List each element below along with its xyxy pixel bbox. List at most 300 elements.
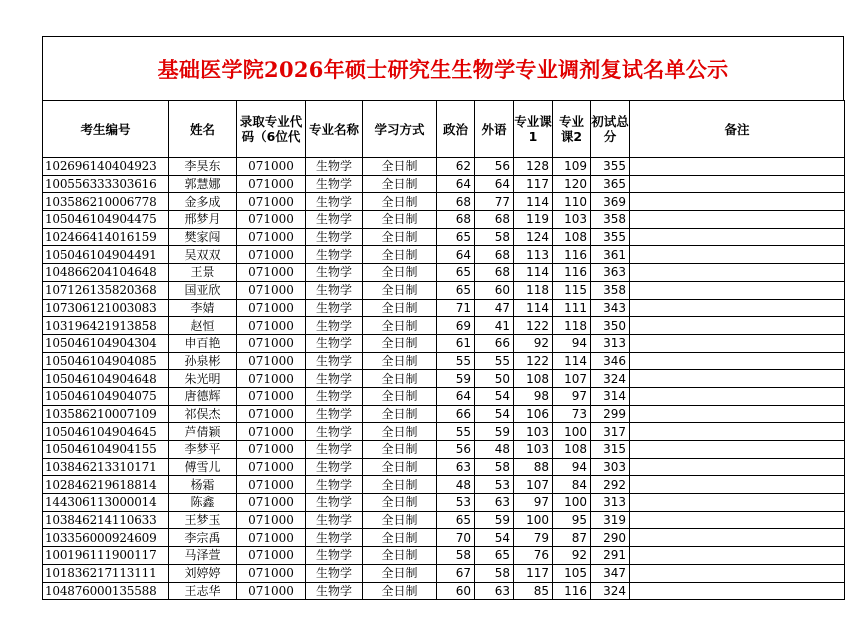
cell-politics: 59 (437, 370, 475, 388)
cell-foreign-language: 54 (475, 405, 514, 423)
cell-course-2: 109 (553, 158, 591, 176)
cell-major-code: 071000 (237, 370, 306, 388)
table-row (43, 476, 845, 494)
table-row (43, 529, 845, 547)
cell-remarks (630, 334, 845, 352)
table-row (43, 387, 845, 405)
cell-foreign-language: 68 (475, 264, 514, 282)
cell-foreign-language: 54 (475, 387, 514, 405)
cell-foreign-language: 41 (475, 317, 514, 335)
cell-politics: 65 (437, 281, 475, 299)
cell-foreign-language: 68 (475, 211, 514, 229)
cell-major-code: 071000 (237, 334, 306, 352)
table-row (43, 228, 845, 246)
cell-politics: 56 (437, 441, 475, 459)
cell-total: 369 (591, 193, 630, 211)
cell-exam-id: 105046104904491 (43, 246, 169, 264)
header-course-2: 专业课2 (553, 101, 591, 158)
cell-study-mode: 全日制 (363, 547, 437, 565)
table-row (43, 423, 845, 441)
cell-study-mode: 全日制 (363, 228, 437, 246)
cell-name: 樊家闯 (169, 228, 237, 246)
cell-study-mode: 全日制 (363, 175, 437, 193)
cell-course-2: 73 (553, 405, 591, 423)
cell-name: 赵恒 (169, 317, 237, 335)
cell-major-name: 生物学 (306, 334, 363, 352)
cell-major-code: 071000 (237, 494, 306, 512)
cell-exam-id: 104876000135588 (43, 582, 169, 600)
cell-politics: 48 (437, 476, 475, 494)
cell-name: 马泽萱 (169, 547, 237, 565)
cell-foreign-language: 63 (475, 582, 514, 600)
cell-name: 吴双双 (169, 246, 237, 264)
cell-total: 346 (591, 352, 630, 370)
cell-course-2: 84 (553, 476, 591, 494)
cell-study-mode: 全日制 (363, 564, 437, 582)
cell-remarks (630, 193, 845, 211)
cell-course-1: 108 (514, 370, 553, 388)
page-title: 基础医学院2026年硕士研究生生物学专业调剂复试名单公示 (157, 56, 729, 82)
cell-name: 申百艳 (169, 334, 237, 352)
cell-name: 祁俣杰 (169, 405, 237, 423)
header-major-name: 专业名称 (306, 101, 363, 158)
cell-politics: 61 (437, 334, 475, 352)
cell-name: 王志华 (169, 582, 237, 600)
table-row (43, 281, 845, 299)
cell-foreign-language: 60 (475, 281, 514, 299)
cell-course-1: 103 (514, 441, 553, 459)
cell-exam-id: 104866204104648 (43, 264, 169, 282)
cell-course-1: 118 (514, 281, 553, 299)
cell-major-name: 生物学 (306, 458, 363, 476)
cell-politics: 65 (437, 264, 475, 282)
cell-study-mode: 全日制 (363, 211, 437, 229)
cell-total: 343 (591, 299, 630, 317)
table-row (43, 158, 845, 176)
cell-politics: 68 (437, 211, 475, 229)
cell-politics: 67 (437, 564, 475, 582)
cell-study-mode: 全日制 (363, 193, 437, 211)
cell-study-mode: 全日制 (363, 405, 437, 423)
cell-exam-id: 103586210006778 (43, 193, 169, 211)
table-row (43, 511, 845, 529)
cell-exam-id: 107306121003083 (43, 299, 169, 317)
cell-major-name: 生物学 (306, 264, 363, 282)
table-row (43, 564, 845, 582)
cell-exam-id: 105046104904085 (43, 352, 169, 370)
cell-course-1: 122 (514, 352, 553, 370)
cell-course-2: 108 (553, 441, 591, 459)
cell-exam-id: 105046104904155 (43, 441, 169, 459)
cell-politics: 62 (437, 158, 475, 176)
cell-study-mode: 全日制 (363, 387, 437, 405)
cell-exam-id: 103846214110633 (43, 511, 169, 529)
cell-major-name: 生物学 (306, 547, 363, 565)
cell-course-2: 120 (553, 175, 591, 193)
header-study-mode: 学习方式 (363, 101, 437, 158)
cell-total: 292 (591, 476, 630, 494)
cell-major-code: 071000 (237, 423, 306, 441)
table-row (43, 494, 845, 512)
cell-course-1: 124 (514, 228, 553, 246)
cell-major-code: 071000 (237, 405, 306, 423)
cell-course-1: 103 (514, 423, 553, 441)
cell-remarks (630, 158, 845, 176)
cell-major-name: 生物学 (306, 211, 363, 229)
cell-total: 365 (591, 175, 630, 193)
cell-name: 王梦玉 (169, 511, 237, 529)
cell-exam-id: 105046104904304 (43, 334, 169, 352)
cell-major-code: 071000 (237, 228, 306, 246)
cell-name: 刘婷婷 (169, 564, 237, 582)
cell-study-mode: 全日制 (363, 476, 437, 494)
candidate-table (42, 100, 845, 600)
cell-politics: 53 (437, 494, 475, 512)
table-row (43, 246, 845, 264)
cell-major-name: 生物学 (306, 317, 363, 335)
cell-course-2: 107 (553, 370, 591, 388)
cell-course-1: 117 (514, 564, 553, 582)
cell-foreign-language: 53 (475, 476, 514, 494)
cell-study-mode: 全日制 (363, 334, 437, 352)
cell-remarks (630, 547, 845, 565)
cell-major-code: 071000 (237, 211, 306, 229)
cell-foreign-language: 56 (475, 158, 514, 176)
cell-study-mode: 全日制 (363, 441, 437, 459)
cell-major-name: 生物学 (306, 387, 363, 405)
cell-course-2: 95 (553, 511, 591, 529)
cell-politics: 68 (437, 193, 475, 211)
cell-study-mode: 全日制 (363, 511, 437, 529)
cell-name: 傅雪儿 (169, 458, 237, 476)
cell-remarks (630, 441, 845, 459)
cell-course-2: 87 (553, 529, 591, 547)
cell-major-name: 生物学 (306, 476, 363, 494)
cell-name: 杨霜 (169, 476, 237, 494)
header-foreign-language: 外语 (475, 101, 514, 158)
cell-major-code: 071000 (237, 511, 306, 529)
cell-major-code: 071000 (237, 317, 306, 335)
cell-total: 315 (591, 441, 630, 459)
cell-major-name: 生物学 (306, 564, 363, 582)
header-name: 姓名 (169, 101, 237, 158)
cell-remarks (630, 529, 845, 547)
cell-study-mode: 全日制 (363, 317, 437, 335)
table-row (43, 211, 845, 229)
cell-major-code: 071000 (237, 175, 306, 193)
cell-course-2: 100 (553, 494, 591, 512)
cell-remarks (630, 281, 845, 299)
cell-exam-id: 105046104904475 (43, 211, 169, 229)
cell-foreign-language: 66 (475, 334, 514, 352)
cell-course-1: 119 (514, 211, 553, 229)
cell-study-mode: 全日制 (363, 281, 437, 299)
cell-total: 355 (591, 158, 630, 176)
cell-remarks (630, 564, 845, 582)
cell-exam-id: 144306113000014 (43, 494, 169, 512)
cell-remarks (630, 387, 845, 405)
cell-major-name: 生物学 (306, 299, 363, 317)
cell-course-1: 117 (514, 175, 553, 193)
cell-remarks (630, 175, 845, 193)
header-row (43, 101, 845, 158)
cell-politics: 70 (437, 529, 475, 547)
cell-remarks (630, 317, 845, 335)
cell-course-1: 100 (514, 511, 553, 529)
cell-major-code: 071000 (237, 281, 306, 299)
cell-major-name: 生物学 (306, 529, 363, 547)
table-row (43, 264, 845, 282)
cell-politics: 65 (437, 511, 475, 529)
cell-politics: 58 (437, 547, 475, 565)
cell-foreign-language: 63 (475, 494, 514, 512)
cell-foreign-language: 50 (475, 370, 514, 388)
cell-major-name: 生物学 (306, 494, 363, 512)
cell-politics: 65 (437, 228, 475, 246)
cell-course-1: 114 (514, 299, 553, 317)
cell-major-name: 生物学 (306, 370, 363, 388)
cell-major-name: 生物学 (306, 193, 363, 211)
cell-name: 王景 (169, 264, 237, 282)
table-row (43, 334, 845, 352)
cell-major-name: 生物学 (306, 158, 363, 176)
cell-major-code: 071000 (237, 158, 306, 176)
cell-exam-id: 102846219618814 (43, 476, 169, 494)
cell-total: 313 (591, 494, 630, 512)
cell-study-mode: 全日制 (363, 494, 437, 512)
cell-course-1: 79 (514, 529, 553, 547)
cell-name: 国亚欣 (169, 281, 237, 299)
cell-exam-id: 107126135820368 (43, 281, 169, 299)
cell-exam-id: 105046104904075 (43, 387, 169, 405)
cell-remarks (630, 423, 845, 441)
table-row (43, 193, 845, 211)
cell-name: 李婧 (169, 299, 237, 317)
cell-foreign-language: 58 (475, 458, 514, 476)
cell-foreign-language: 68 (475, 246, 514, 264)
cell-study-mode: 全日制 (363, 582, 437, 600)
cell-remarks (630, 582, 845, 600)
cell-major-code: 071000 (237, 476, 306, 494)
cell-politics: 64 (437, 246, 475, 264)
cell-course-2: 115 (553, 281, 591, 299)
cell-course-2: 92 (553, 547, 591, 565)
cell-exam-id: 101836217113111 (43, 564, 169, 582)
spreadsheet (42, 36, 844, 600)
cell-foreign-language: 65 (475, 547, 514, 565)
cell-foreign-language: 64 (475, 175, 514, 193)
cell-foreign-language: 77 (475, 193, 514, 211)
cell-course-2: 114 (553, 352, 591, 370)
cell-exam-id: 103846213310171 (43, 458, 169, 476)
cell-course-2: 100 (553, 423, 591, 441)
cell-major-name: 生物学 (306, 511, 363, 529)
table-row (43, 582, 845, 600)
cell-course-2: 103 (553, 211, 591, 229)
cell-study-mode: 全日制 (363, 246, 437, 264)
cell-total: 358 (591, 281, 630, 299)
table-row (43, 299, 845, 317)
cell-total: 303 (591, 458, 630, 476)
cell-total: 313 (591, 334, 630, 352)
cell-course-2: 110 (553, 193, 591, 211)
cell-major-name: 生物学 (306, 582, 363, 600)
cell-course-2: 97 (553, 387, 591, 405)
cell-remarks (630, 511, 845, 529)
cell-major-name: 生物学 (306, 441, 363, 459)
cell-total: 347 (591, 564, 630, 582)
cell-major-name: 生物学 (306, 423, 363, 441)
cell-exam-id: 103196421913858 (43, 317, 169, 335)
cell-total: 361 (591, 246, 630, 264)
header-major-code: 录取专业代码（6位代 (237, 101, 306, 158)
cell-course-1: 76 (514, 547, 553, 565)
table-row (43, 547, 845, 565)
cell-total: 324 (591, 370, 630, 388)
cell-course-1: 107 (514, 476, 553, 494)
cell-exam-id: 103586210007109 (43, 405, 169, 423)
cell-politics: 60 (437, 582, 475, 600)
cell-total: 291 (591, 547, 630, 565)
cell-politics: 64 (437, 175, 475, 193)
cell-course-1: 113 (514, 246, 553, 264)
cell-course-2: 118 (553, 317, 591, 335)
cell-total: 319 (591, 511, 630, 529)
cell-total: 363 (591, 264, 630, 282)
cell-exam-id: 105046104904648 (43, 370, 169, 388)
cell-politics: 55 (437, 423, 475, 441)
cell-course-2: 116 (553, 264, 591, 282)
cell-foreign-language: 59 (475, 423, 514, 441)
cell-course-2: 116 (553, 246, 591, 264)
cell-politics: 66 (437, 405, 475, 423)
cell-total: 317 (591, 423, 630, 441)
cell-major-code: 071000 (237, 582, 306, 600)
cell-remarks (630, 299, 845, 317)
cell-name: 郭慧娜 (169, 175, 237, 193)
cell-politics: 63 (437, 458, 475, 476)
cell-major-code: 071000 (237, 441, 306, 459)
cell-major-name: 生物学 (306, 246, 363, 264)
cell-major-name: 生物学 (306, 352, 363, 370)
cell-name: 唐德辉 (169, 387, 237, 405)
cell-remarks (630, 494, 845, 512)
cell-major-code: 071000 (237, 529, 306, 547)
cell-total: 324 (591, 582, 630, 600)
cell-course-2: 108 (553, 228, 591, 246)
cell-exam-id: 102696140404923 (43, 158, 169, 176)
table-row (43, 441, 845, 459)
cell-name: 芦倩颖 (169, 423, 237, 441)
header-exam-id: 考生编号 (43, 101, 169, 158)
header-remarks: 备注 (630, 101, 845, 158)
cell-politics: 64 (437, 387, 475, 405)
cell-exam-id: 100556333303616 (43, 175, 169, 193)
cell-exam-id: 105046104904645 (43, 423, 169, 441)
cell-study-mode: 全日制 (363, 529, 437, 547)
cell-major-name: 生物学 (306, 405, 363, 423)
cell-name: 李梦平 (169, 441, 237, 459)
cell-course-2: 116 (553, 582, 591, 600)
cell-remarks (630, 405, 845, 423)
cell-name: 孙泉彬 (169, 352, 237, 370)
cell-study-mode: 全日制 (363, 299, 437, 317)
cell-study-mode: 全日制 (363, 158, 437, 176)
cell-course-1: 98 (514, 387, 553, 405)
cell-study-mode: 全日制 (363, 370, 437, 388)
cell-total: 299 (591, 405, 630, 423)
table-row (43, 458, 845, 476)
cell-name: 邢梦月 (169, 211, 237, 229)
cell-major-code: 071000 (237, 264, 306, 282)
cell-foreign-language: 48 (475, 441, 514, 459)
cell-major-code: 071000 (237, 387, 306, 405)
cell-study-mode: 全日制 (363, 352, 437, 370)
cell-remarks (630, 352, 845, 370)
cell-major-name: 生物学 (306, 175, 363, 193)
cell-course-1: 85 (514, 582, 553, 600)
cell-study-mode: 全日制 (363, 423, 437, 441)
cell-course-1: 88 (514, 458, 553, 476)
cell-course-1: 114 (514, 193, 553, 211)
cell-total: 314 (591, 387, 630, 405)
cell-course-1: 128 (514, 158, 553, 176)
table-row (43, 175, 845, 193)
cell-name: 金多成 (169, 193, 237, 211)
cell-course-1: 122 (514, 317, 553, 335)
cell-course-2: 111 (553, 299, 591, 317)
cell-study-mode: 全日制 (363, 458, 437, 476)
cell-course-1: 92 (514, 334, 553, 352)
cell-course-1: 97 (514, 494, 553, 512)
cell-remarks (630, 246, 845, 264)
cell-foreign-language: 58 (475, 564, 514, 582)
cell-remarks (630, 211, 845, 229)
cell-major-code: 071000 (237, 246, 306, 264)
cell-name: 朱光明 (169, 370, 237, 388)
cell-course-2: 105 (553, 564, 591, 582)
cell-politics: 55 (437, 352, 475, 370)
cell-major-code: 071000 (237, 458, 306, 476)
cell-study-mode: 全日制 (363, 264, 437, 282)
cell-course-2: 94 (553, 334, 591, 352)
cell-politics: 69 (437, 317, 475, 335)
cell-remarks (630, 264, 845, 282)
cell-exam-id: 100196111900117 (43, 547, 169, 565)
cell-course-1: 106 (514, 405, 553, 423)
cell-total: 350 (591, 317, 630, 335)
cell-major-code: 071000 (237, 299, 306, 317)
cell-foreign-language: 54 (475, 529, 514, 547)
cell-total: 358 (591, 211, 630, 229)
cell-course-2: 94 (553, 458, 591, 476)
cell-name: 李昊东 (169, 158, 237, 176)
cell-name: 陈鑫 (169, 494, 237, 512)
cell-major-code: 071000 (237, 193, 306, 211)
cell-major-name: 生物学 (306, 228, 363, 246)
cell-major-code: 071000 (237, 564, 306, 582)
cell-name: 李宗禹 (169, 529, 237, 547)
cell-remarks (630, 458, 845, 476)
cell-exam-id: 102466414016159 (43, 228, 169, 246)
title-cell (42, 36, 844, 100)
cell-total: 355 (591, 228, 630, 246)
cell-total: 290 (591, 529, 630, 547)
table-row (43, 370, 845, 388)
cell-major-code: 071000 (237, 547, 306, 565)
cell-major-name: 生物学 (306, 281, 363, 299)
cell-foreign-language: 47 (475, 299, 514, 317)
